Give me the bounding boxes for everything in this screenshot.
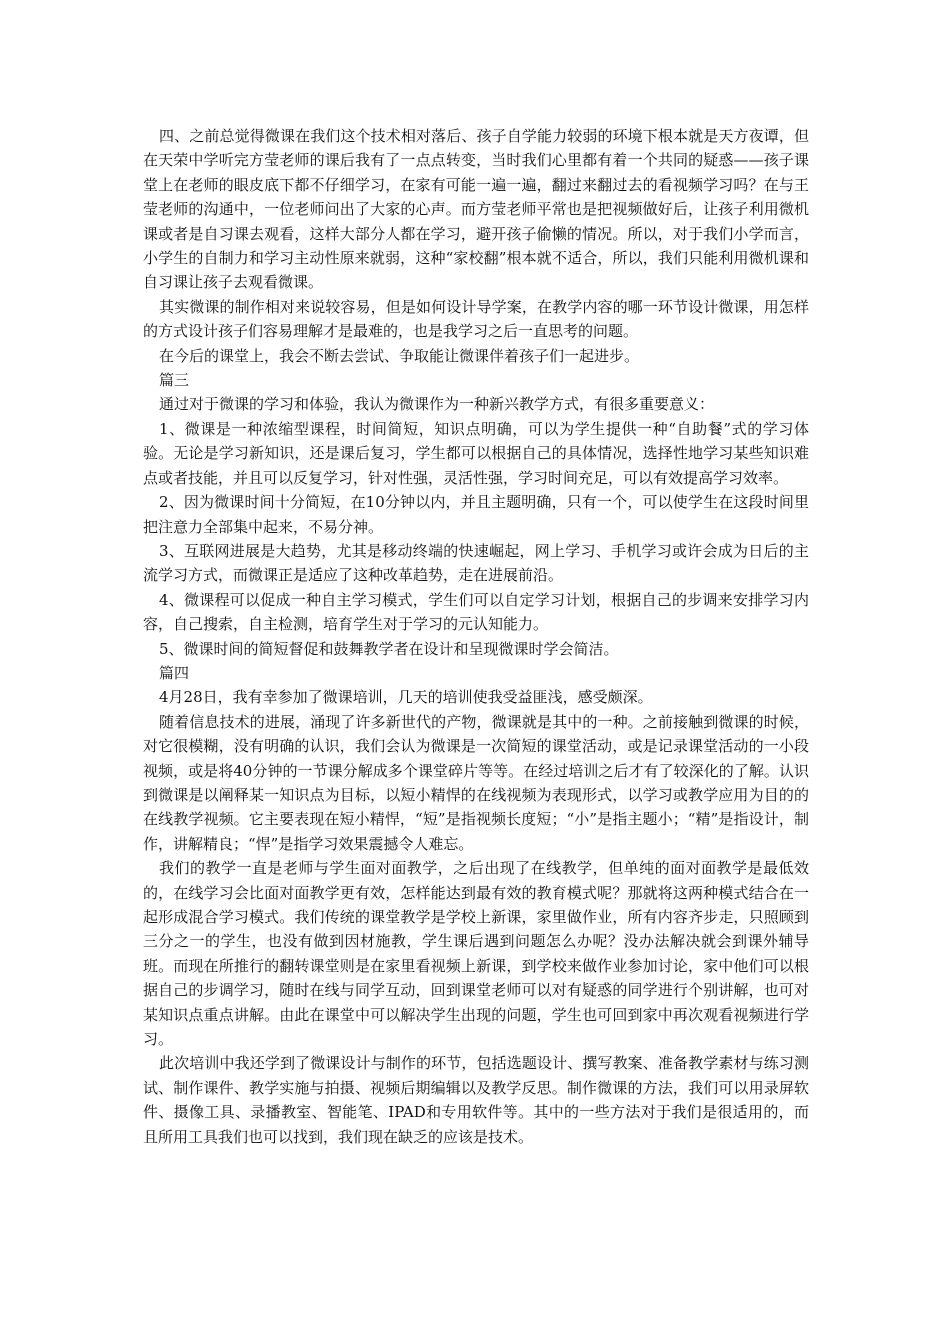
paragraph-point-2: 2、因为微课时间十分简短，在10分钟以内，并且主题明确，只有一个，可以使学生在这段时间里把注意力全部集中起来，不易分神。: [143, 493, 809, 536]
paragraph-point-5: 5、微课时间的简短督促和鼓舞教学者在设计和呈现微课时学会简洁。: [159, 639, 619, 658]
heading-part-four: 篇四: [159, 663, 190, 682]
paragraph-blended-learning: 我们的教学一直是老师与学生面对面教学，之后出现了在线教学，但单纯的面对面教学是最低效的，在线学习会比面对面教学更有效，怎样能达到最有效的教育模式呢？那就将这两种模式结合在一起形成混合学习模式。我们传统的课堂教学是学校上新课，家里做作业，所有内容齐步走，只照顾到三分之一的学生，也没有做到因材施教，学生课后遇到问题怎么办呢？没办法解决就会到课外辅导班。而现在所推行的翻转课堂则是在家里看视频上新课，到学校来做作业参加讨论，家中他们可以根据自己的步调学习，随时在线与同学互动，回到课堂老师可以对有疑惑的同学进行个别讲解，也可对某知识点重点讲解。由此在课堂中可以解决学生出现的问题，学生也可回到家中再次观看视频进行学习。: [143, 859, 809, 1049]
paragraph-point-1: 1、微课是一种浓缩型课程，时间简短，知识点明确，可以为学生提供一种“自助餐”式的学习体验。无论是学习新知识，还是课后复习，学生都可以根据自己的具体情况，选择性地学习某些知识难点或者技能，并且可以反复学习，针对性强，灵活性强，学习时间充足，可以有效提高学习效率。: [143, 419, 809, 487]
document-body: [143, 124, 809, 1149]
paragraph-significance-intro: 通过对于微课的学习和体验，我认为微课作为一种新兴教学方式，有很多重要意义：: [159, 395, 715, 414]
paragraph-future-classroom: 在今后的课堂上，我会不断去尝试、争取能让微课伴着孩子们一起进步。: [159, 346, 640, 365]
paragraph-point-4: 4、微课程可以促成一种自主学习模式，学生们可以自定学习计划，根据自己的步调来安排学习内容，自己搜索，自主检测，培育学生对于学习的元认知能力。: [143, 590, 809, 634]
paragraph-point-3: 3、互联网进展是大趋势，尤其是移动终端的快速崛起，网上学习、手机学习或许会成为日后的主流学习方式，而微课正是适应了这种改革趋势，走在进展前沿。: [143, 541, 809, 585]
paragraph-production-steps: 此次培训中我还学到了微课设计与制作的环节，包括选题设计、撰写教案、准备教学素材与练习测试、制作课件、教学实施与拍摄、视频后期编辑以及教学反思。制作微课的方法，我们可以用录屏软件、摄像工具、录播教室、智能笔、IPAD和专用软件等。其中的一些方法对于我们是很适用的，而且所用工具我们也可以找到，我们现在缺乏的应该是技术。: [143, 1054, 809, 1146]
paragraph-microcourse-definition: 随着信息技术的进展，涌现了许多新世代的产物，微课就是其中的一种。之前接触到微课的时候，对它很模糊，没有明确的认识，我们会认为微课是一次简短的课堂活动，或是记录课堂活动的一小段视频，或是将40分钟的一节课分解成多个课堂碎片等等。在经过培训之后才有了较深化的了解。认识到微课是以阐释某一知识点为目标，以短小精悍的在线视频为表现形式，以学习或教学应用为目的的在线教学视频。它主要表现在短小精悍，“短”是指视频长度短；“小”是指主题小；“精”是指设计，制作，讲解精良；“悍”是指学习效果震撼令人难忘。: [143, 712, 809, 853]
paragraph-section-four: 四、之前总觉得微课在我们这个技术相对落后、孩子自学能力较弱的环境下根本就是天方夜谭，但在天荣中学听完方莹老师的课后我有了一点点转变，当时我们心里都有着一个共同的疑惑——孩子课堂上在老师的眼皮底下都不仔细学习，在家有可能一遍一遍，翻过来翻过去的看视频学习吗？在与王莹老师的沟通中，一位老师问出了大家的心声。而方莹老师平常也是把视频做好后，让孩子利用微机课或者是自习课去观看，这样大部分人都在学习，避开孩子偷懒的情况。所以，对于我们小学而言，小学生的自制力和学习主动性原来就弱，这种“家校翻”根本就不适合，所以，我们只能利用微机课和自习课让孩子去观看微课。: [143, 127, 809, 292]
paragraph-training-date: 4月28日，我有幸参加了微课培训，几天的培训使我受益匪浅，感受颇深。: [159, 688, 653, 707]
paragraph-microcourse-design: 其实微课的制作相对来说较容易，但是如何设计导学案，在教学内容的哪一环节设计微课，用怎样的方式设计孩子们容易理解才是最难的，也是我学习之后一直思考的问题。: [143, 297, 809, 341]
heading-part-three: 篇三: [159, 371, 190, 390]
